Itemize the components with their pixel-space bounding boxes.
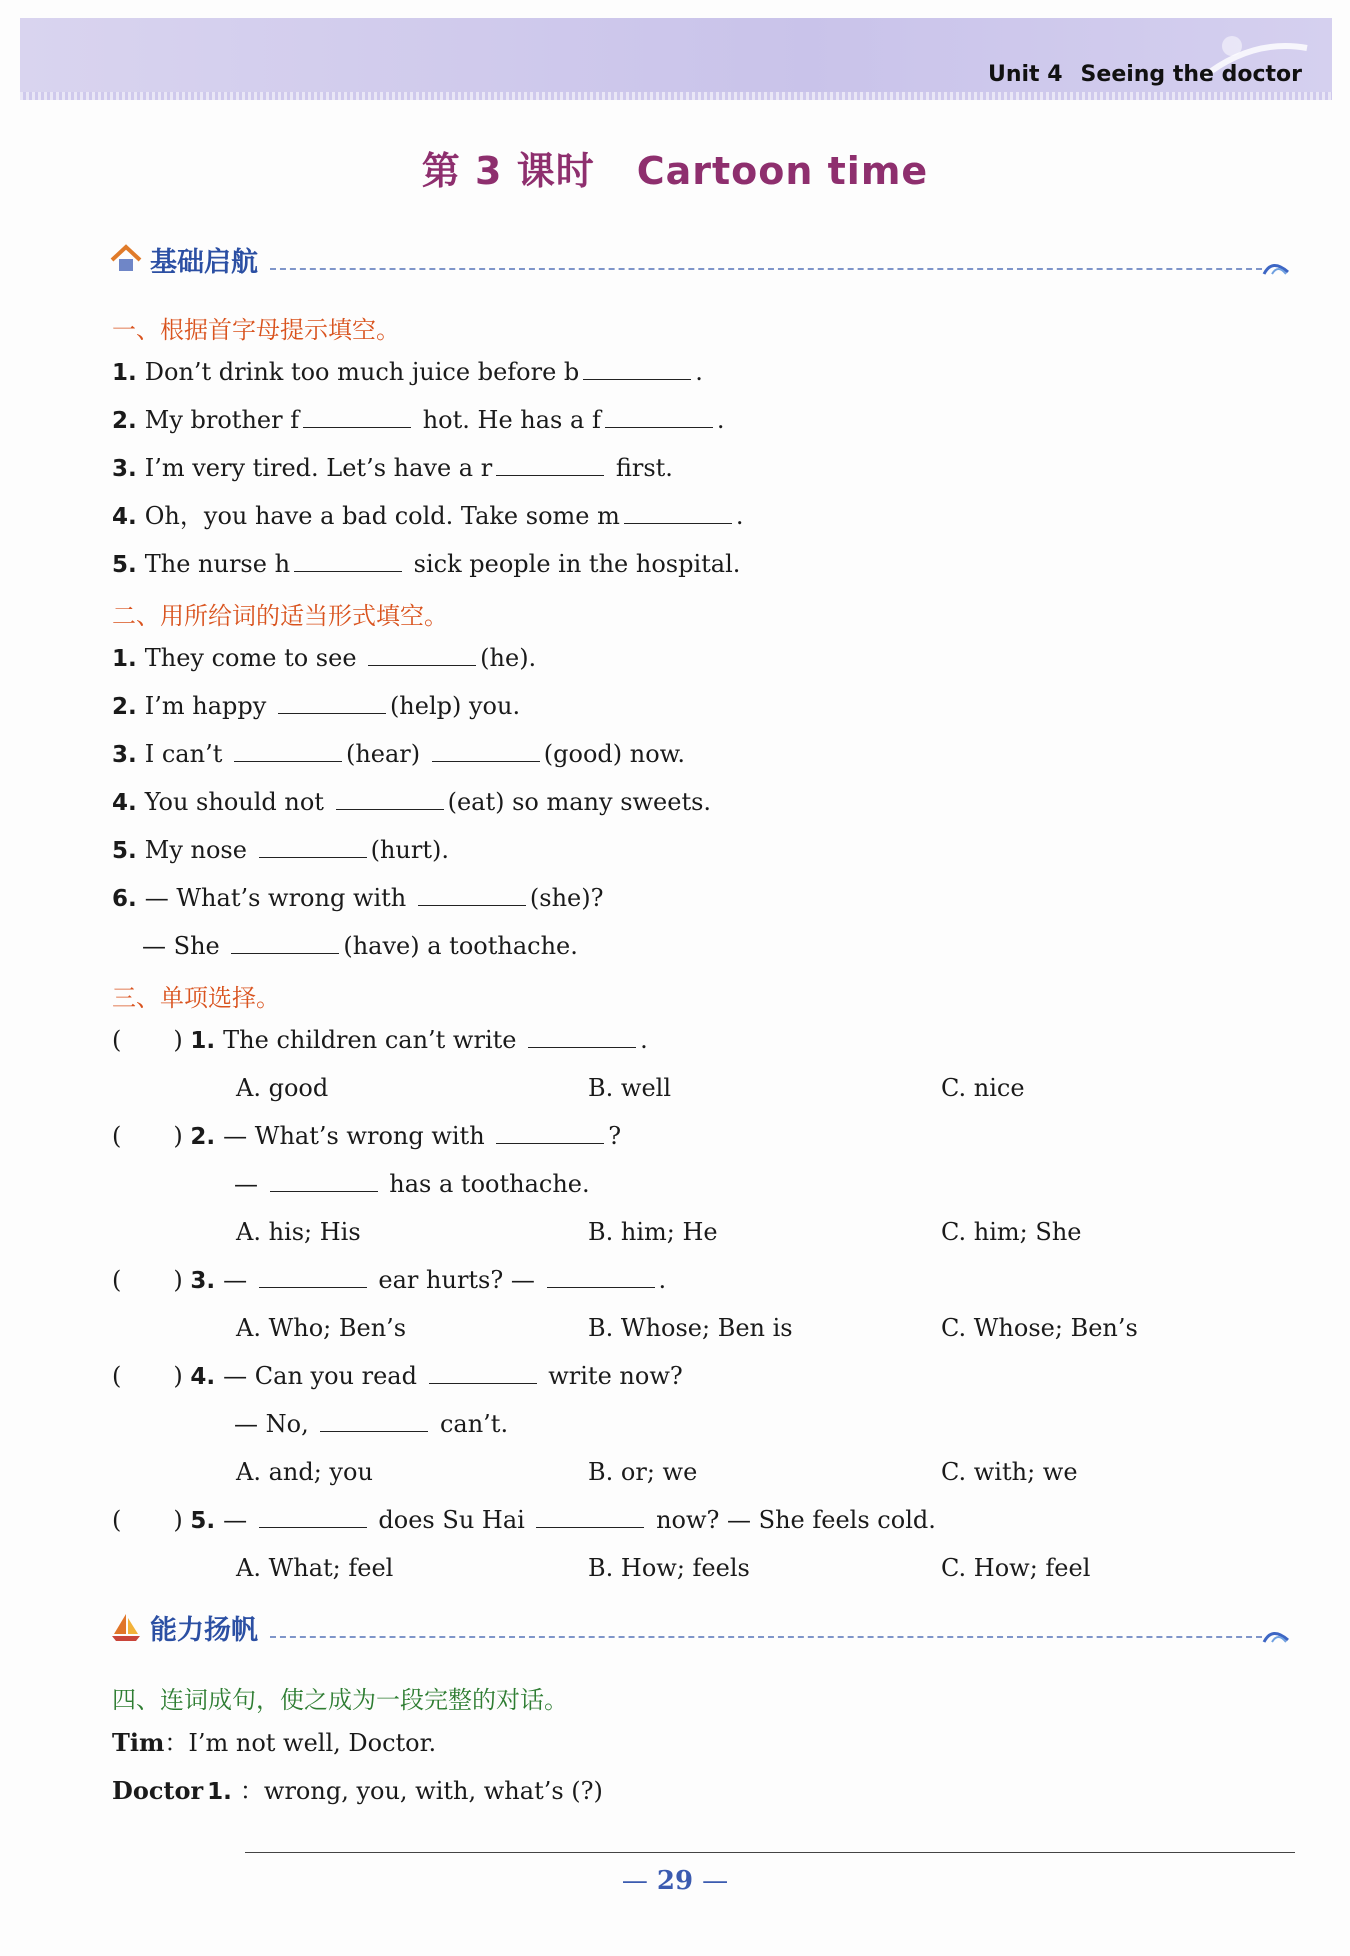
item-text: now? — She feels cold. [648,1506,936,1534]
item-number: 5. [112,552,137,578]
answer-blank[interactable] [418,883,526,906]
section-basic [110,240,1290,280]
answer-blank[interactable] [270,1169,378,1192]
item-text: My brother f [144,406,300,434]
lesson-name: Cartoon time [636,149,929,193]
item-number: 3. [190,1268,216,1294]
item-text: (hurt). [370,836,449,864]
part2-item [112,883,603,914]
answer-blank[interactable] [432,739,540,762]
item-text: hot. He has a f [415,406,601,434]
choice-question [112,1505,936,1536]
option-c: C. him; She [941,1218,1082,1246]
answer-blank[interactable] [336,787,444,810]
dialogue-line [112,1728,436,1758]
answer-blank[interactable] [278,691,386,714]
choice-question [112,1025,648,1056]
part2-item [112,691,520,722]
item-text: — Can you read [223,1362,425,1390]
item-text: ear hurts? — [370,1266,543,1294]
answer-blank[interactable] [547,1265,655,1288]
item-text: The nurse h [144,550,291,578]
dialogue-text: ：I’m not well, Doctor. [164,1729,437,1757]
wave-end-icon [1262,254,1290,278]
item-number: 1. [190,1028,216,1054]
option-c: C. with; we [941,1458,1078,1486]
answer-paren-close: ) [173,1122,183,1150]
answer-blank[interactable] [231,931,339,954]
part1-instruction: 一、根据首字母提示填空。 [112,316,400,344]
item-text: — No, [234,1410,317,1438]
answer-blank[interactable] [624,501,732,524]
speaker-name: Doctor [112,1776,204,1805]
option-b: B. well [588,1074,671,1102]
answer-blank[interactable] [605,405,713,428]
unit-heading [988,62,1302,87]
part2-item [142,931,578,961]
answer-line[interactable] [245,1852,1295,1853]
item-number: 4. [190,1364,216,1390]
answer-blank[interactable] [320,1409,428,1432]
unit-title: Seeing the doctor [1080,62,1302,87]
dialogue-text: ：wrong, you, with, what’s (?) [239,1777,603,1805]
item-number: 2. [190,1124,216,1150]
speaker-name: Tim [112,1728,165,1757]
section-title: 能力扬帆 [150,1615,258,1646]
choice-question [112,1265,666,1296]
item-text: (help) you. [389,692,521,720]
item-text: . [640,1026,648,1054]
answer-paren-open: ( [112,1506,122,1534]
option-c: C. How; feel [941,1554,1091,1582]
item-text: Don’t drink too much juice before b [144,358,580,386]
answer-blank[interactable] [528,1025,636,1048]
dashed-divider [270,1636,1262,1638]
item-text: — What’s wrong with [144,884,414,912]
item-text: (eat) so many sweets. [447,788,712,816]
dash-right: — [702,1866,729,1896]
part2-item [112,739,685,770]
part1-item [112,501,744,532]
choice-question [112,1361,683,1392]
house-icon [110,244,142,274]
option-c: C. Whose; Ben’s [941,1314,1138,1342]
item-text: (he). [480,644,537,672]
item-text: — [223,1506,255,1534]
item-text: sick people in the hospital. [406,550,741,578]
item-text: write now? [540,1362,683,1390]
section-ability [110,1608,1290,1648]
part1-item [112,453,673,484]
lesson-title [0,140,1350,195]
answer-blank[interactable] [234,739,342,762]
section-title: 基础启航 [150,247,258,278]
dialogue-line [112,1776,603,1807]
answer-blank[interactable] [303,405,411,428]
item-text: I can’t [144,740,230,768]
option-a: A. Who; Ben’s [236,1314,407,1342]
item-text: — [234,1170,266,1198]
item-text: . [735,502,744,530]
answer-blank[interactable] [259,835,367,858]
part1-item [112,549,740,580]
answer-paren-close: ) [173,1266,183,1294]
item-text: You should not [144,788,332,816]
answer-blank[interactable] [259,1265,367,1288]
answer-paren-open: ( [112,1026,122,1054]
item-number: 5. [190,1508,216,1534]
item-text: I’m very tired. Let’s have a r [144,454,493,482]
item-text: They come to see [144,644,365,672]
item-text: I’m happy [144,692,274,720]
item-number: 3. [112,742,137,768]
answer-blank[interactable] [536,1505,644,1528]
answer-blank[interactable] [496,1121,604,1144]
option-a: A. good [236,1074,329,1102]
item-number: 4. [112,790,137,816]
item-number: 4. [112,504,137,530]
item-text: has a toothache. [381,1170,590,1198]
option-a: A. his; His [236,1218,361,1246]
dashed-divider [270,268,1262,270]
item-text: Oh，you have a bad cold. Take some m [144,502,620,530]
dash-left: — [621,1866,648,1896]
item-number: 3. [112,456,137,482]
lesson-number: 第 3 课时 [421,149,595,193]
item-number: 5. [112,838,137,864]
part2-item [112,835,449,866]
answer-blank[interactable] [368,643,476,666]
item-text: . [695,358,703,386]
dialogue-line [234,1409,508,1439]
part2-item [112,787,711,818]
part1-item [112,405,724,436]
item-text: — [223,1266,255,1294]
item-text: can’t. [432,1410,509,1438]
answer-blank[interactable] [259,1505,367,1528]
option-a: A. What; feel [236,1554,394,1582]
part4-instruction: 四、连词成句，使之成为一段完整的对话。 [112,1686,568,1714]
answer-paren-open: ( [112,1266,122,1294]
item-text: My nose [144,836,255,864]
item-number: 1. [207,1779,232,1805]
option-b: B. or; we [588,1458,698,1486]
item-number: 2. [112,408,137,434]
answer-paren-open: ( [112,1362,122,1390]
item-text: ? [608,1122,622,1150]
dialogue-line [234,1169,590,1199]
item-number: 1. [112,360,137,386]
item-text: — She [142,932,228,960]
item-text: . [716,406,725,434]
item-text: The children can’t write [223,1026,525,1054]
page-number [0,1866,1350,1896]
answer-blank[interactable] [496,453,604,476]
item-text: (have) a toothache. [343,932,578,960]
answer-paren-close: ) [173,1362,183,1390]
item-text: — What’s wrong with [223,1122,493,1150]
item-text: (she)? [529,884,604,912]
wave-end-icon [1262,1622,1290,1646]
option-b: B. him; He [588,1218,718,1246]
choice-question [112,1121,621,1152]
item-number: 1. [112,646,137,672]
option-a: A. and; you [236,1458,373,1486]
part2-item [112,643,536,674]
item-text: (good) now. [543,740,685,768]
answer-paren-close: ) [173,1506,183,1534]
option-c: C. nice [941,1074,1025,1102]
item-text: first. [608,454,673,482]
answer-blank[interactable] [429,1361,537,1384]
item-number: 2. [112,694,137,720]
sailboat-icon [110,1612,142,1642]
item-text: . [658,1266,667,1294]
item-text: does Su Hai [370,1506,533,1534]
answer-blank[interactable] [583,357,691,380]
part2-instruction: 二、用所给词的适当形式填空。 [112,602,448,630]
answer-paren-open: ( [112,1122,122,1150]
page-number-value: 29 [656,1866,694,1896]
part1-item [112,357,703,388]
answer-paren-close: ) [173,1026,183,1054]
answer-blank[interactable] [294,549,402,572]
item-text: (hear) [345,740,428,768]
item-number: 6. [112,886,137,912]
header-band [20,18,1332,100]
part3-instruction: 三、单项选择。 [112,984,280,1012]
unit-number: Unit 4 [987,62,1063,87]
option-b: B. Whose; Ben is [588,1314,793,1342]
option-b: B. How; feels [588,1554,750,1582]
